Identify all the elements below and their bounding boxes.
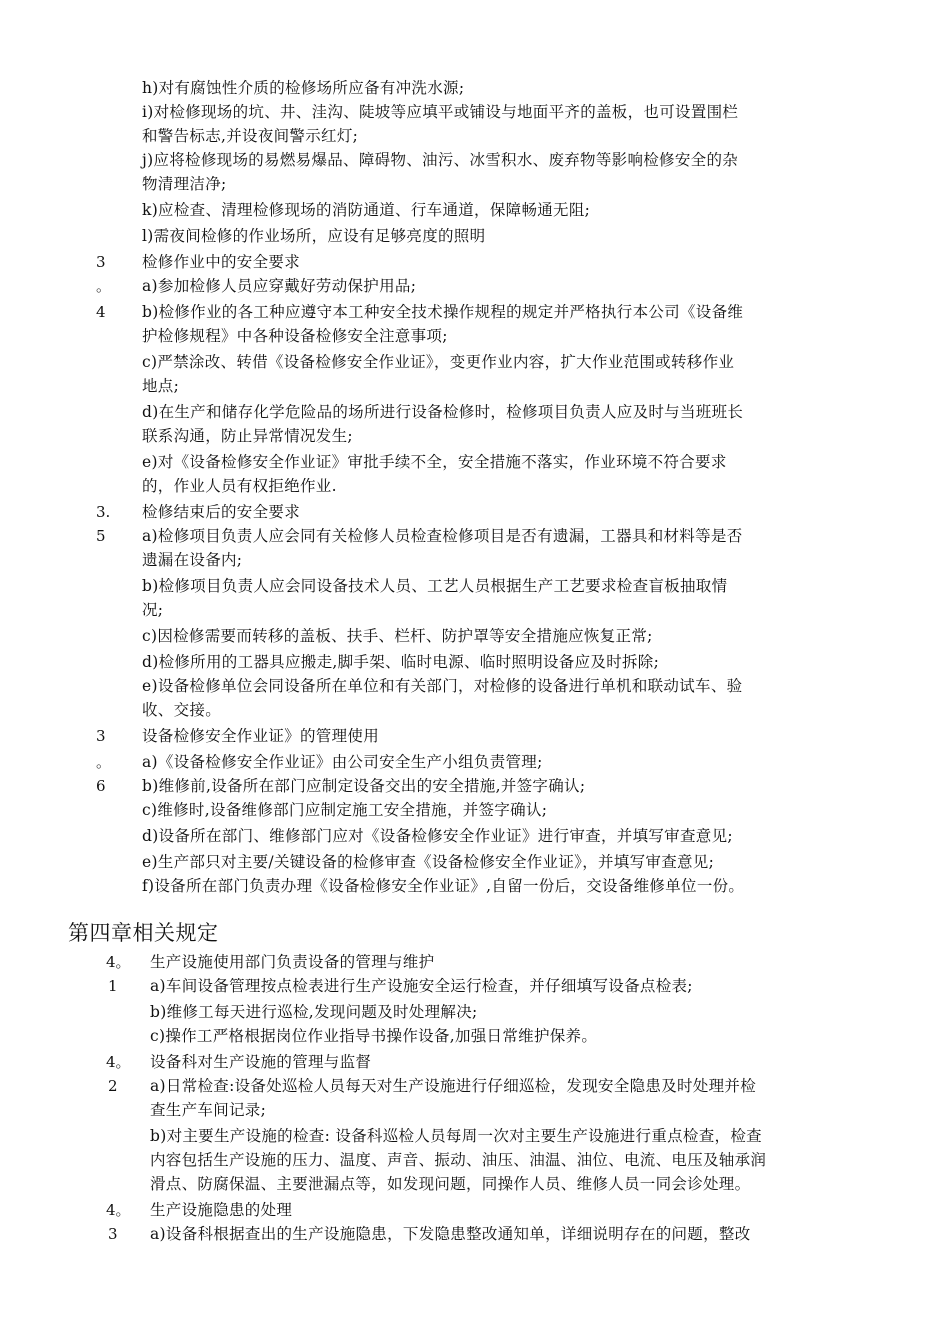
item-j-text-1: j)应将检修现场的易燃易爆品、障碍物、油污、冰雪积水、废弃物等影响检修安全的杂 <box>142 151 739 169</box>
section-number-suffix: 5 <box>96 527 106 545</box>
list-item <box>0 824 950 848</box>
list-item <box>0 650 950 674</box>
section-title: 生产设施使用部门负责设备的管理与维护 <box>150 953 435 971</box>
item-i-cont <box>0 124 950 148</box>
chapter-title: 第四章相关规定 <box>68 921 219 945</box>
list-item-cont <box>0 548 950 572</box>
list-item-text: a)检修项目负责人应会同有关检修人员检查检修项目是否有遗漏，工器具和材料等是否 <box>142 527 743 545</box>
item-i <box>0 100 950 124</box>
list-item-text: 内容包括生产设施的压力、温度、声音、振动、油压、油温、油位、电流、电压及轴承润 <box>150 1151 767 1169</box>
list-item-text: 的，作业人员有权拒绝作业. <box>142 477 337 495</box>
list-item-text: 护检修规程》中各种设备检修安全注意事项; <box>142 327 448 345</box>
section-number-dot: 。 <box>96 277 112 295</box>
list-item <box>0 624 950 648</box>
section-number: 3 <box>96 727 106 745</box>
list-item <box>0 798 950 822</box>
list-item <box>0 350 950 374</box>
list-item-text: b)对主要生产设施的检查: 设备科巡检人员每周一次对主要生产设施进行重点检查，检查 <box>150 1127 762 1145</box>
section-heading <box>0 724 950 748</box>
list-item-cont <box>0 1148 950 1172</box>
section-title: 检修作业中的安全要求 <box>142 253 301 271</box>
section-heading <box>0 250 950 274</box>
section-heading <box>0 950 950 974</box>
list-item-cont <box>0 324 950 348</box>
list-item-text: f)设备所在部门负责办理《设备检修安全作业证》,自留一份后，交设备维修单位一份。 <box>142 877 745 895</box>
list-item-text: c)操作工严格根据岗位作业指导书操作设备,加强日常维护保养。 <box>150 1027 598 1045</box>
list-item-text: b)检修项目负责人应会同设备技术人员、工艺人员根据生产工艺要求检查盲板抽取情 <box>142 577 728 595</box>
item-h-text: h)对有腐蚀性介质的检修场所应备有冲洗水源; <box>142 79 465 97</box>
list-item-text: 遗漏在设备内; <box>142 551 243 569</box>
list-item-text: e)对《设备检修安全作业证》审批手续不全，安全措施不落实，作业环境不符合要求 <box>142 453 727 471</box>
section-title: 生产设施隐患的处理 <box>150 1201 293 1219</box>
list-item-cont <box>0 1098 950 1122</box>
list-item <box>0 1000 950 1024</box>
section-title: 设备检修安全作业证》的管理使用 <box>142 727 380 745</box>
item-h <box>0 76 950 100</box>
list-item <box>0 300 950 324</box>
list-item-text: d)在生产和储存化学危险品的场所进行设备检修时，检修项目负责人应及时与当班班长 <box>142 403 744 421</box>
list-item-text: b)检修作业的各工种应遵守本工种安全技术操作规程的规定并严格执行本公司《设备维 <box>142 303 744 321</box>
list-item-text: 况; <box>142 601 164 619</box>
section-number-suffix: 2 <box>108 1077 118 1095</box>
list-item-text: 收、交接。 <box>142 701 222 719</box>
list-item-text: a)参加检修人员应穿戴好劳动保护用品; <box>142 277 417 295</box>
item-l <box>0 224 950 248</box>
list-item <box>0 1222 950 1246</box>
section-number-suffix: 4 <box>96 303 106 321</box>
list-item-text: e)生产部只对主要/关键设备的检修审查《设备检修安全作业证》，并填写审查意见; <box>142 853 715 871</box>
section-heading <box>0 500 950 524</box>
section-number-suffix: 1 <box>108 977 118 995</box>
item-i-text-1: i)对检修现场的坑、井、洼沟、陡坡等应填平或铺设与地面平齐的盖板，也可设置围栏 <box>142 103 739 121</box>
list-item <box>0 1124 950 1148</box>
item-j-text-2: 物清理洁净; <box>142 175 227 193</box>
list-item <box>0 974 950 998</box>
list-item <box>0 400 950 424</box>
list-item-text: d)设备所在部门、维修部门应对《设备检修安全作业证》进行审查，并填写审查意见; <box>142 827 733 845</box>
section-number-suffix: 6 <box>96 777 106 795</box>
section-title: 设备科对生产设施的管理与监督 <box>150 1053 372 1071</box>
list-item-text: b)维修工每天进行巡检,发现问题及时处理解决; <box>150 1003 478 1021</box>
list-item <box>0 1074 950 1098</box>
item-l-text: l)需夜间检修的作业场所，应设有足够亮度的照明 <box>142 227 486 245</box>
item-j <box>0 148 950 172</box>
item-k-text: k)应检查、清理检修现场的消防通道、行车通道，保障畅通无阻; <box>142 201 591 219</box>
item-j-cont <box>0 172 950 196</box>
list-item <box>0 1024 950 1048</box>
list-item <box>0 450 950 474</box>
list-item-cont <box>0 1172 950 1196</box>
section-number: 4。 <box>106 1053 131 1071</box>
list-item <box>0 850 950 874</box>
list-item-cont <box>0 598 950 622</box>
list-item <box>0 524 950 548</box>
list-item-text: a)日常检查:设备处巡检人员每天对生产设施进行仔细巡检，发现安全隐患及时处理并检 <box>150 1077 757 1095</box>
list-item <box>0 750 950 774</box>
list-item-cont <box>0 374 950 398</box>
section-number: 3 <box>96 253 106 271</box>
list-item-text: a)设备科根据查出的生产设施隐患，下发隐患整改通知单，详细说明存在的问题，整改 <box>150 1225 751 1243</box>
list-item-text: d)检修所用的工器具应搬走,脚手架、临时电源、临时照明设备应及时拆除; <box>142 653 660 671</box>
list-item <box>0 574 950 598</box>
list-item-text: e)设备检修单位会同设备所在单位和有关部门，对检修的设备进行单机和联动试车、验 <box>142 677 743 695</box>
list-item <box>0 874 950 898</box>
list-item-cont <box>0 698 950 722</box>
section-number: 4。 <box>106 1201 131 1219</box>
list-item-text: c)严禁涂改、转借《设备检修安全作业证》，变更作业内容，扩大作业范围或转移作业 <box>142 353 735 371</box>
list-item-cont <box>0 474 950 498</box>
section-heading <box>0 1198 950 1222</box>
section-heading <box>0 1050 950 1074</box>
list-item <box>0 674 950 698</box>
section-number: 3. <box>96 503 111 521</box>
list-item <box>0 774 950 798</box>
list-item-text: b)维修前,设备所在部门应制定设备交出的安全措施,并签字确认; <box>142 777 586 795</box>
section-number-dot: 。 <box>96 753 112 771</box>
item-i-text-2: 和警告标志,并设夜间警示红灯; <box>142 127 359 145</box>
section-number-suffix: 3 <box>108 1225 118 1243</box>
section-title: 检修结束后的安全要求 <box>142 503 301 521</box>
list-item-text: c)因检修需要而转移的盖板、扶手、栏杆、防护罩等安全措施应恢复正常; <box>142 627 653 645</box>
list-item-text: c)维修时,设备维修部门应制定施工安全措施，并签字确认; <box>142 801 548 819</box>
list-item-text: a)《设备检修安全作业证》由公司安全生产小组负责管理; <box>142 753 543 771</box>
list-item-text: 查生产车间记录; <box>150 1101 267 1119</box>
list-item <box>0 274 950 298</box>
list-item-cont <box>0 424 950 448</box>
list-item-text: 滑点、防腐保温、主要泄漏点等，如发现问题，同操作人员、维修人员一同会诊处理。 <box>150 1175 751 1193</box>
list-item-text: a)车间设备管理按点检表进行生产设施安全运行检查，并仔细填写设备点检表; <box>150 977 693 995</box>
section-number: 4。 <box>106 953 131 971</box>
list-item-text: 地点; <box>142 377 180 395</box>
list-item-text: 联系沟通，防止异常情况发生; <box>142 427 353 445</box>
item-k <box>0 198 950 222</box>
